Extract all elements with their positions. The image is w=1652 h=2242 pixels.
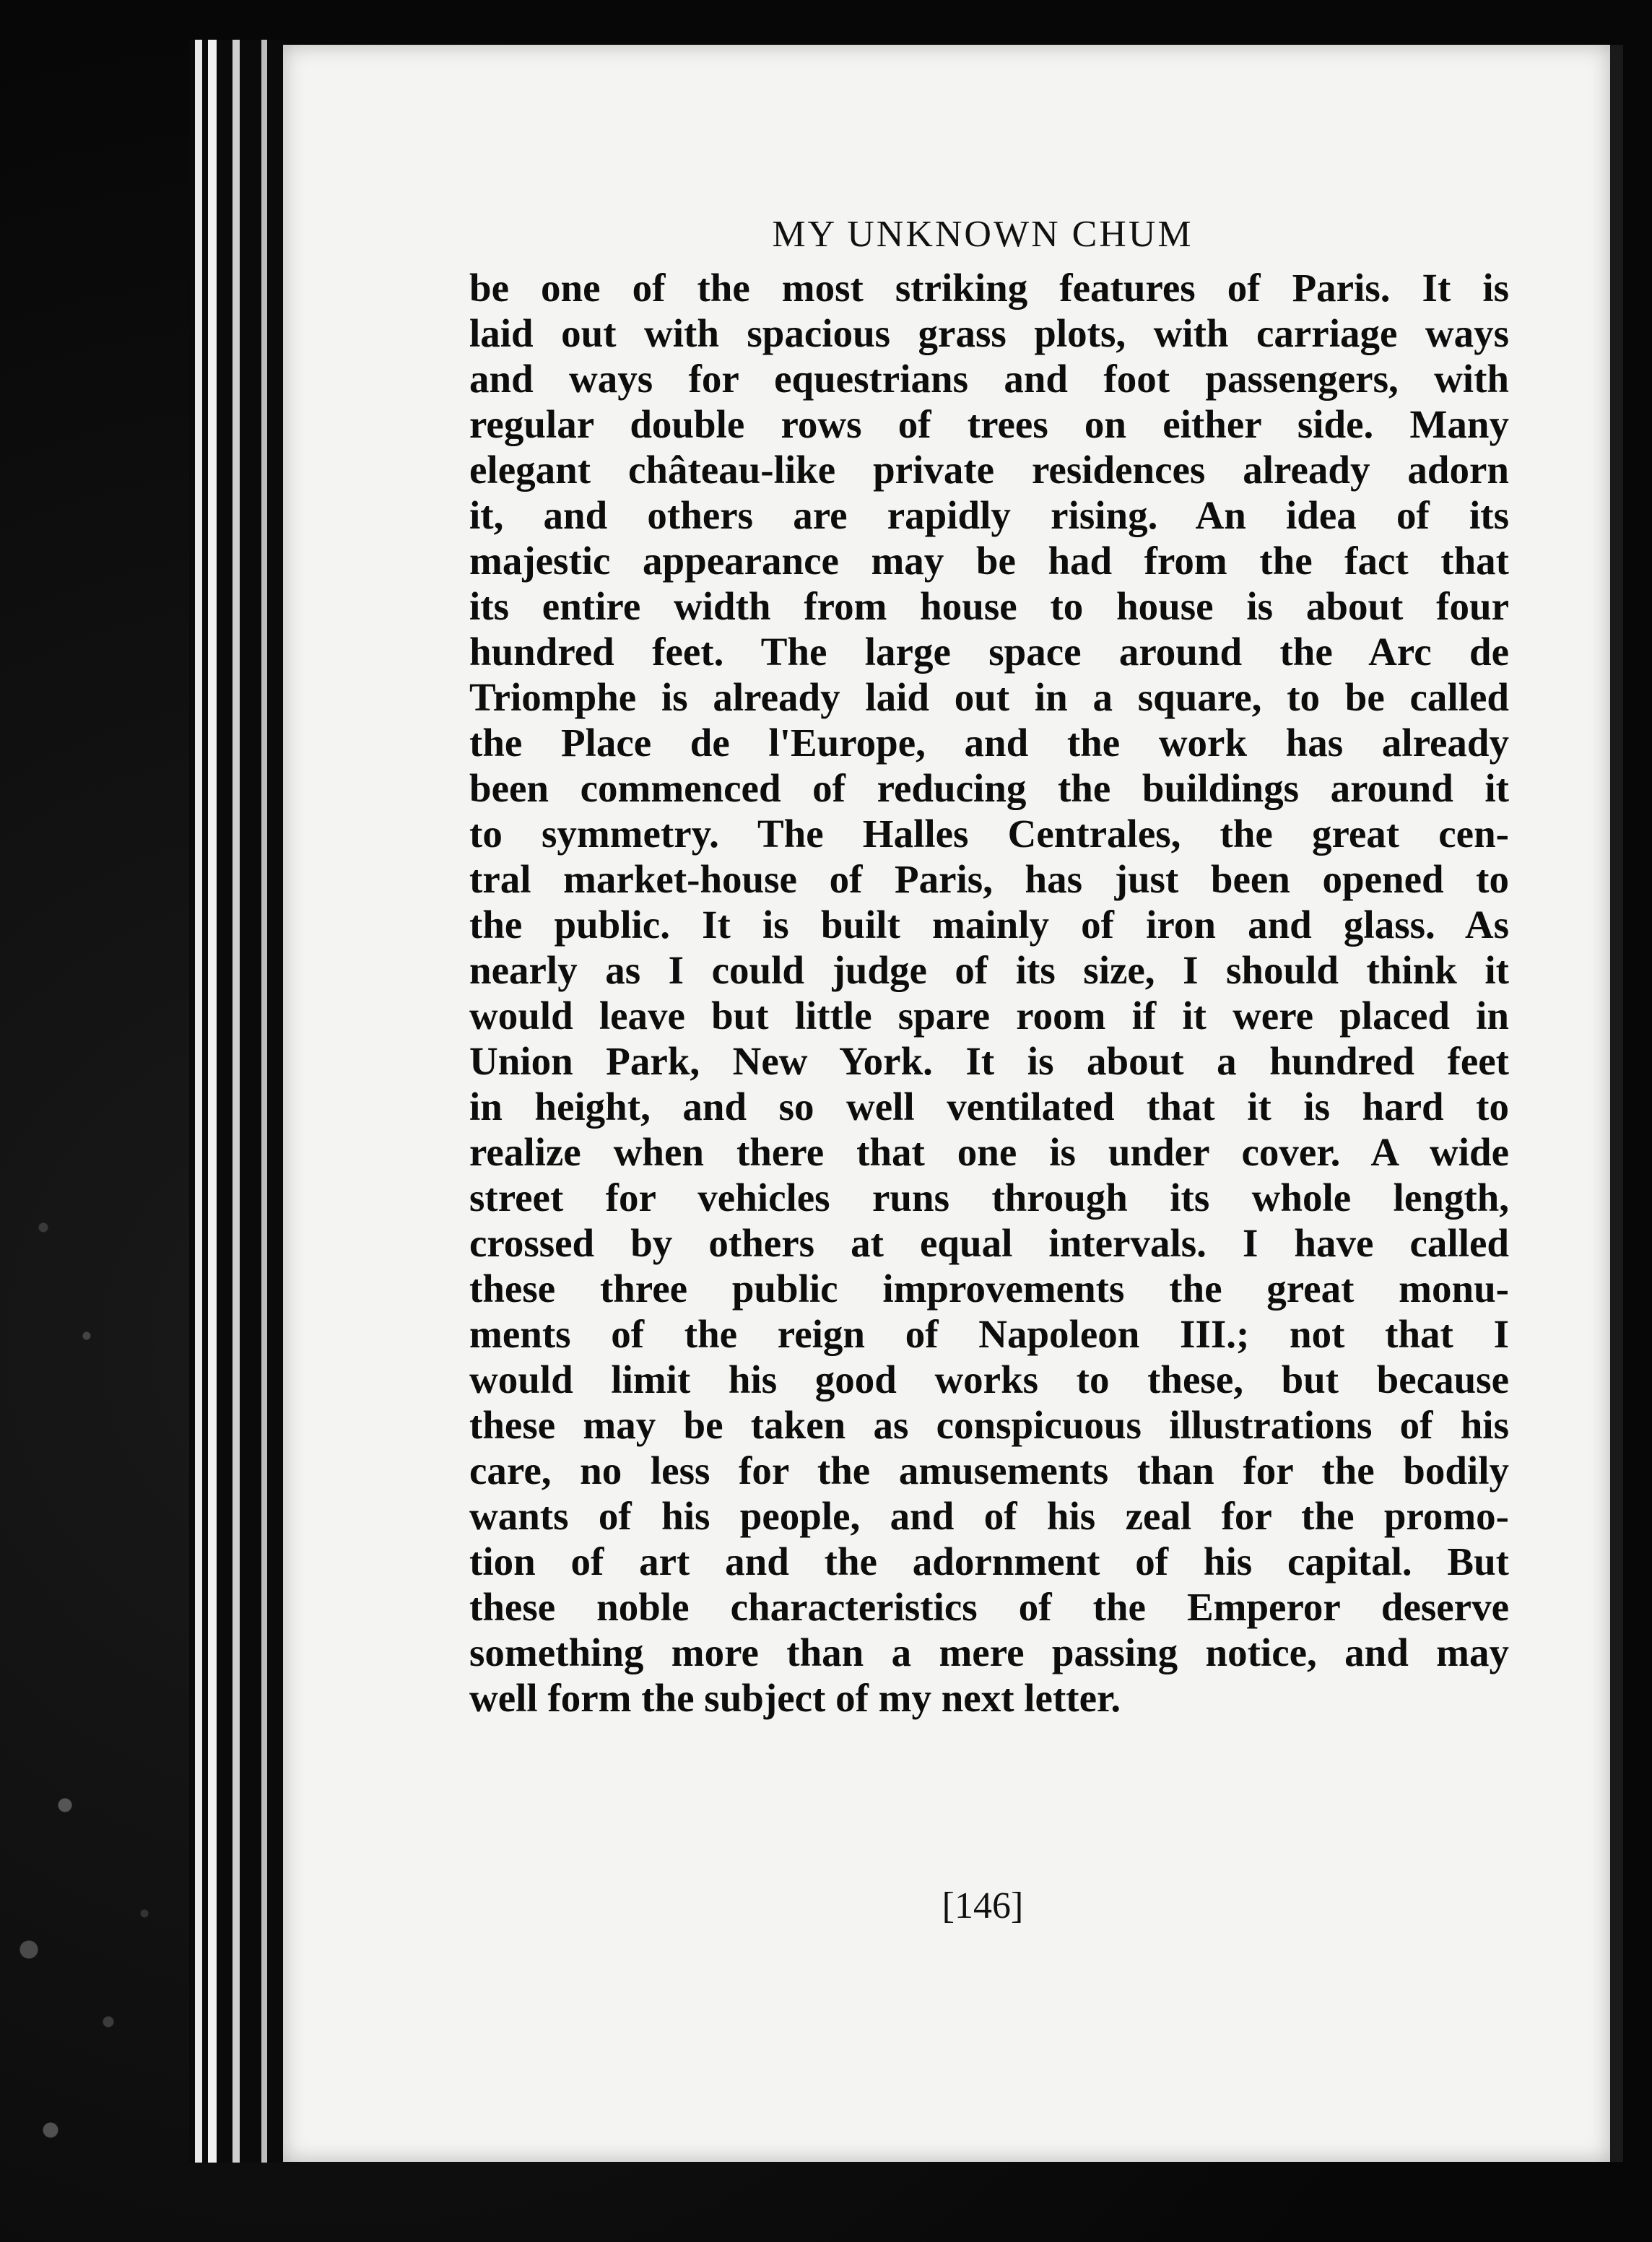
text-line: its entire width from house to house is about four — [469, 584, 1509, 628]
book-spine-edge — [189, 40, 283, 2163]
text-line: to symmetry. The Halles Centrales, the great cen- — [469, 812, 1509, 856]
running-header: MY UNKNOWN CHUM — [772, 214, 1194, 255]
book-page — [283, 45, 1610, 2162]
text-line: majestic appearance may be had from the fact that — [469, 539, 1509, 583]
text-line: laid out with spacious grass plots, with carriage ways — [469, 311, 1509, 355]
page-number: [146] — [942, 1885, 1024, 1926]
text-line: hundred feet. The large space around the Arc de — [469, 630, 1509, 674]
text-line: been commenced of reducing the buildings around it — [469, 766, 1509, 810]
text-line: something more than a mere passing notice, and may — [469, 1630, 1509, 1674]
text-line: regular double rows of trees on either side. Many — [469, 402, 1509, 446]
text-line: elegant château-like private residences already adorn — [469, 448, 1509, 492]
text-line: well form the subject of my next letter. — [469, 1676, 1121, 1720]
text-line: tion of art and the adornment of his capital. But — [469, 1539, 1509, 1583]
text-line: wants of his people, and of his zeal for the promo- — [469, 1494, 1509, 1538]
text-line: the public. It is built mainly of iron and glass. As — [469, 903, 1509, 947]
text-line: would leave but little spare room if it were placed in — [469, 994, 1509, 1038]
text-line: Union Park, New York. It is about a hundred feet — [469, 1039, 1509, 1083]
text-line: would limit his good works to these, but because — [469, 1357, 1509, 1402]
text-line: it, and others are rapidly rising. An idea of its — [469, 493, 1509, 537]
text-line: and ways for equestrians and foot passengers, with — [469, 357, 1509, 401]
text-line: these three public improvements the great monu- — [469, 1266, 1509, 1311]
text-line: tral market-house of Paris, has just been opened to — [469, 857, 1509, 901]
text-line: in height, and so well ventilated that it is hard to — [469, 1085, 1509, 1129]
text-line: these noble characteristics of the Emperor deserve — [469, 1585, 1509, 1629]
text-line: ments of the reign of Napoleon III.; not that I — [469, 1312, 1509, 1356]
text-line: care, no less for the amusements than for the bodily — [469, 1448, 1509, 1493]
text-line: be one of the most striking features of Paris. It is — [469, 266, 1509, 310]
page-right-edge — [1610, 45, 1623, 2162]
text-line: realize when there that one is under cover. A wide — [469, 1130, 1509, 1174]
text-line: crossed by others at equal intervals. I have called — [469, 1221, 1509, 1265]
text-line: the Place de l'Europe, and the work has already — [469, 721, 1509, 765]
body-text — [469, 265, 1509, 1721]
text-line: these may be taken as conspicuous illustrations of his — [469, 1403, 1509, 1447]
text-line: nearly as I could judge of its size, I should think it — [469, 948, 1509, 992]
margin-speckle — [0, 0, 188, 2242]
text-line: Triomphe is already laid out in a square, to be called — [469, 675, 1509, 719]
text-line: street for vehicles runs through its whole length, — [469, 1176, 1509, 1220]
